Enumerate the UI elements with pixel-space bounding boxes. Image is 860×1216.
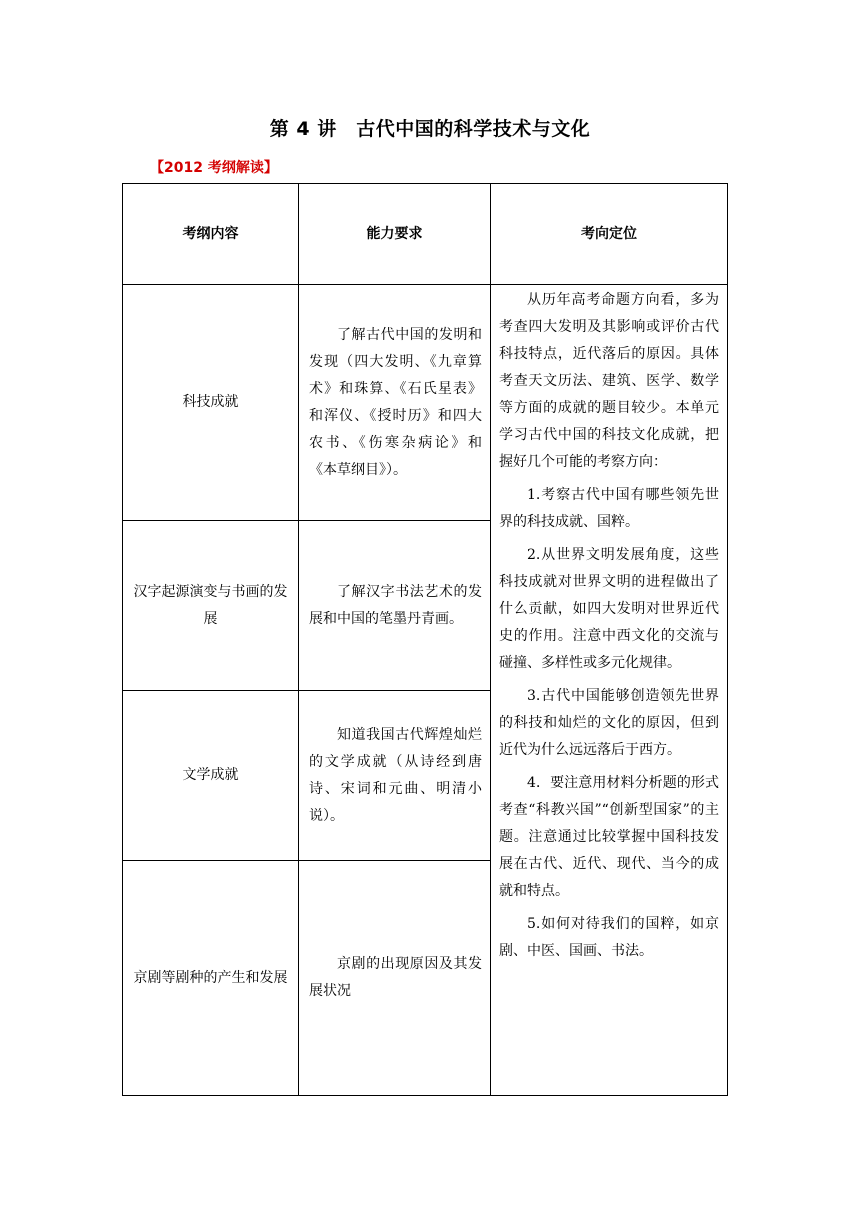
header-ability: 能力要求	[299, 184, 491, 285]
ability-cell	[299, 691, 491, 861]
content-cell: 科技成就	[123, 285, 299, 521]
ability-cell	[299, 861, 491, 1096]
ability-cell	[299, 521, 491, 691]
orientation-point-5: 5.如何对待我们的国粹，如京剧、中医、国画、书法。	[499, 916, 719, 959]
page-title: 第 4 讲 古代中国的科学技术与文化	[269, 118, 591, 140]
ability-text: 了解古代中国的发明和发现（四大发明、《九章算术》和珠算、《石氏星表》和浑仪、《授时历》和四大农书、《伤寒杂病论》和《本草纲目》）。	[309, 326, 482, 478]
header-orientation: 考向定位	[491, 184, 728, 285]
orientation-point-3: 3.古代中国能够创造领先世界的科技和灿烂的文化的原因，但到近代为什么远远落后于西方。	[499, 688, 719, 758]
ability-text: 知道我国古代辉煌灿烂的文学成就（从诗经到唐诗、宋词和元曲、明清小说）。	[309, 726, 482, 824]
orientation-point-1: 1.考察古代中国有哪些领先世界的科技成就、国粹。	[499, 487, 719, 530]
syllabus-table	[122, 183, 728, 1096]
orientation-intro: 从历年高考命题方向看，多为考查四大发明及其影响或评价古代科技特点，近代落后的原因。具体考查天文历法、建筑、医学、数学等方面的成就的题目较少。本单元学习古代中国的科技文化成就，把握好几个可能的考察方向：	[499, 292, 719, 470]
header-row	[123, 184, 728, 285]
table-row	[123, 285, 728, 521]
orientation-point-2: 2.从世界文明发展角度，这些科技成就对世界文明的进程做出了什么贡献，如四大发明对世界近代史的作用。注意中西文化的交流与碰撞、多样性或多元化规律。	[499, 547, 719, 671]
content-cell: 京剧等剧种的产生和发展	[123, 861, 299, 1096]
content-cell: 文学成就	[123, 691, 299, 861]
section-label: 【2012 考纲解读】	[150, 160, 278, 176]
ability-text: 了解汉字书法艺术的发展和中国的笔墨丹青画。	[309, 583, 482, 627]
orientation-point-4: 4．要注意用材料分析题的形式考查“科教兴国”“创新型国家”的主题。注意通过比较掌握中国科技发展在古代、近代、现代、当今的成就和特点。	[499, 775, 719, 899]
orientation-cell	[491, 285, 728, 1096]
header-content: 考纲内容	[123, 184, 299, 285]
content-cell: 汉字起源演变与书画的发展	[123, 521, 299, 691]
ability-text: 京剧的出现原因及其发展状况	[309, 956, 482, 999]
ability-cell	[299, 285, 491, 521]
